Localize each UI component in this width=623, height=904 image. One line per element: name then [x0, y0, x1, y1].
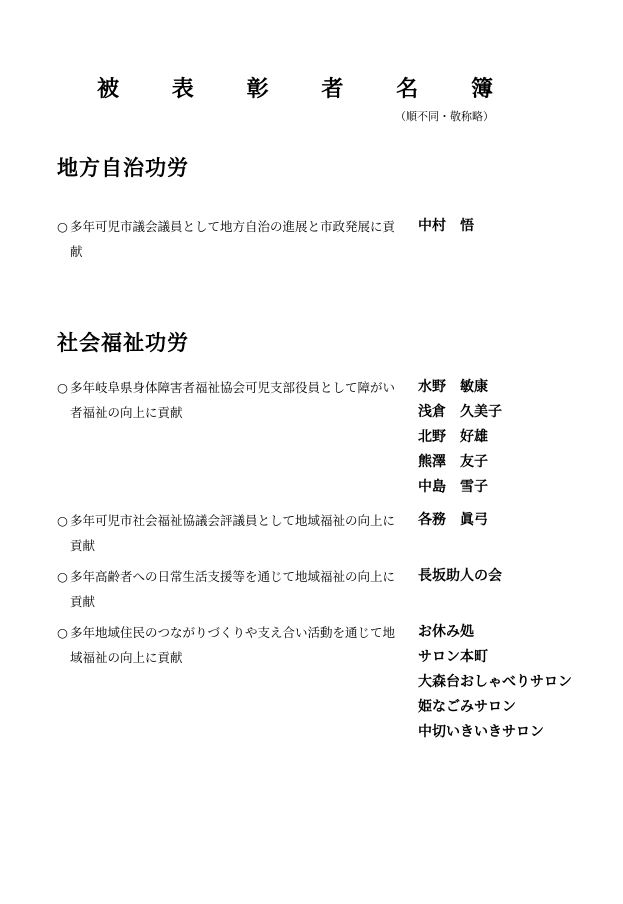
recipient-name: サロン本町: [418, 649, 488, 665]
bullet-mark: ○: [57, 569, 68, 584]
title-char: 被: [96, 76, 119, 102]
recipient-names: [418, 508, 488, 533]
recipient-name: 浅倉 久美子: [418, 404, 502, 420]
award-reason: [57, 214, 406, 264]
bullet-mark: ○: [57, 219, 68, 234]
recipient-name: 各務 眞弓: [418, 512, 488, 528]
recipient-name: 長坂助人の会: [418, 568, 502, 584]
reason-text: 多年地域住民のつながりづくりや支え合い活動を通じて地域福祉の向上に貢献: [70, 625, 396, 665]
recipient-name: 中村 悟: [418, 218, 474, 234]
title-char: 者: [321, 76, 344, 102]
recipient-name: 水野 敏康: [418, 379, 488, 395]
recipient-name: 中切いきいきサロン: [418, 724, 544, 740]
award-reason: [57, 620, 406, 670]
document-title: [95, 72, 495, 103]
award-reason: [57, 564, 406, 614]
recipient-name: 姫なごみサロン: [418, 699, 516, 715]
recipient-name: 中島 雪子: [418, 479, 488, 495]
title-char: 名: [396, 76, 419, 102]
bullet-mark: ○: [57, 625, 68, 640]
reason-text: 多年可児市議会議員として地方自治の進展と市政発展に貢献: [70, 219, 396, 259]
recipient-names: [418, 214, 474, 239]
recipient-names: [418, 620, 572, 745]
section-heading-local-autonomy: 地方自治功労: [57, 155, 189, 180]
award-reason: [57, 375, 406, 425]
title-char: 彰: [246, 76, 269, 102]
award-reason: [57, 508, 406, 558]
section-heading-social-welfare: 社会福祉功労: [57, 330, 189, 355]
title-char: 表: [171, 76, 194, 102]
recipient-name: 大森台おしゃべりサロン: [418, 674, 572, 690]
recipient-names: [418, 375, 502, 500]
ordering-note: （順不同・敬称略）: [395, 110, 494, 123]
bullet-mark: ○: [57, 513, 68, 528]
recipient-names: [418, 564, 502, 589]
recipient-name: 熊澤 友子: [418, 454, 488, 470]
reason-text: 多年岐阜県身体障害者福祉協会可児支部役員として障がい者福祉の向上に貢献: [70, 380, 396, 420]
reason-text: 多年高齢者への日常生活支援等を通じて地域福祉の向上に貢献: [70, 569, 396, 609]
title-char: 簿: [470, 76, 493, 102]
recipient-name: 北野 好雄: [418, 429, 488, 445]
reason-text: 多年可児市社会福祉協議会評議員として地域福祉の向上に貢献: [70, 513, 396, 553]
recipient-name: お休み処: [418, 624, 474, 640]
bullet-mark: ○: [57, 380, 68, 395]
